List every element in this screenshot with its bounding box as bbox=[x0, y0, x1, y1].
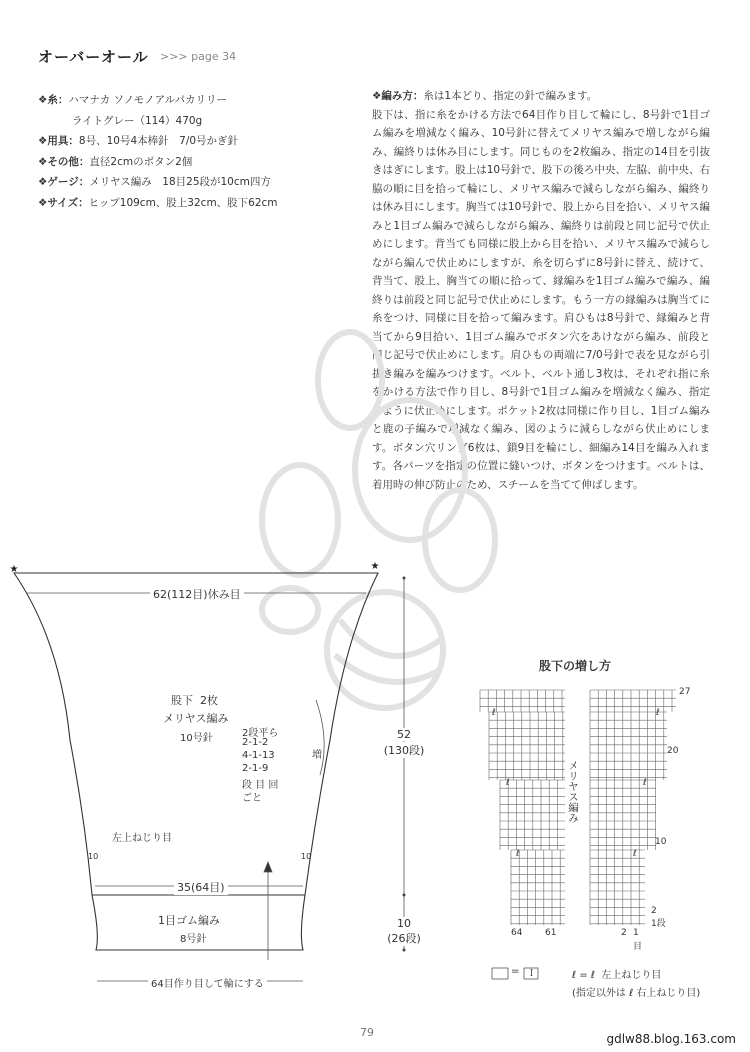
increase-bracket bbox=[316, 700, 324, 775]
height-upper: 52 bbox=[380, 728, 428, 741]
chart-col-2: 2 bbox=[621, 928, 627, 938]
twist-stitch-mark: ℓ bbox=[633, 849, 637, 859]
chart-col-unit: 目 bbox=[633, 942, 643, 952]
twist-stitch-mark: ℓ bbox=[643, 778, 647, 788]
increase-row-3: 4-1-13 bbox=[242, 750, 275, 761]
legend-twist: ℓ = ℓ 左上ねじり目 bbox=[572, 970, 662, 981]
mid-width-label: 35(64目) bbox=[174, 879, 228, 895]
legend-twist-equal: = bbox=[579, 970, 588, 981]
dim-dot bbox=[403, 894, 406, 897]
legend-left-twist: 左上ねじり目 bbox=[601, 970, 662, 981]
spec-text: ライトグレー（114）470g bbox=[72, 114, 203, 127]
piece-name bbox=[171, 692, 218, 708]
increase-mark: 増 bbox=[312, 750, 322, 761]
legend-note-text: (指定以外は bbox=[572, 988, 626, 999]
spec-text: ハマナカ ソノモノアルパカリリー bbox=[68, 94, 227, 106]
chart-row-2: 2 bbox=[651, 906, 657, 916]
increase-row-5: 段 目 回 bbox=[242, 780, 279, 791]
spec-label: ❖サイズ： bbox=[38, 196, 89, 209]
chart-row-10: 10 bbox=[655, 837, 667, 847]
chart-center-label: メリヤス編み bbox=[567, 760, 579, 823]
needle-bottom: 8号針 bbox=[180, 934, 207, 945]
twist-stitch-mark: ℓ bbox=[492, 708, 496, 718]
legend-note: (指定以外は ℓ 右上ねじり目) bbox=[572, 988, 701, 999]
chart-row-27: 27 bbox=[679, 687, 691, 697]
chart-title: 股下の増し方 bbox=[539, 659, 612, 673]
watermark-illustration bbox=[262, 332, 495, 708]
ribbing-label: 1目ゴム編み bbox=[158, 914, 220, 927]
spec-text: 8号、10号4本棒針 7/0号かぎ針 bbox=[78, 135, 239, 147]
spec-label: ❖糸： bbox=[38, 94, 69, 106]
twist-stitch-mark: ℓ bbox=[656, 708, 660, 718]
increase-row-1: 2段平ら bbox=[242, 728, 279, 739]
star-marker-left: ★ bbox=[9, 564, 19, 575]
needle-top: 10号針 bbox=[180, 733, 213, 744]
chart-col-1: 1 bbox=[633, 928, 639, 938]
direction-arrow bbox=[264, 862, 272, 872]
star-marker-right: ★ bbox=[370, 561, 380, 572]
legend-equal: = bbox=[511, 966, 520, 977]
increase-row-4: 2-1-9 bbox=[242, 763, 269, 774]
piece-stitch: メリヤス編み bbox=[163, 712, 229, 725]
right-stitch-number: 10 bbox=[301, 852, 312, 861]
dim-dot bbox=[403, 577, 406, 580]
spec-text: メリヤス編み 18目25段が10cm四方 bbox=[89, 176, 271, 188]
height-upper-rows: (130段) bbox=[380, 742, 428, 758]
increase-row-2: 2-1-2 bbox=[242, 737, 269, 748]
instructions-lead: 糸は1本どり、指定の針で編みます。 bbox=[423, 90, 598, 102]
piece-count: 2枚 bbox=[200, 694, 218, 707]
twist-stitch-mark: ℓ bbox=[516, 849, 520, 859]
height-lower: 10 bbox=[380, 917, 428, 930]
left-stitch-number: 10 bbox=[88, 852, 99, 861]
chart-col-61: 61 bbox=[545, 928, 557, 938]
page-reference: >>> page 34 bbox=[160, 50, 237, 63]
source-url: gdlw88.blog.163.com bbox=[606, 1032, 736, 1046]
dim-dot bbox=[403, 949, 406, 952]
chart-row-1: 1段 bbox=[651, 919, 666, 929]
increase-row-6: ごと bbox=[242, 793, 262, 804]
instructions-heading: ❖編み方： bbox=[372, 90, 424, 102]
instructions-body: 股下は、指に糸をかける方法で64目作り目して輪にし、8号針で1目ゴム編みを増減なく編み、10号針に替えてメリヤス編みで増しながら編み、編終りは休み目にします。同じものを2枚編み、指定の14目を引抜きはぎにします。股上は10号針で、股下の後ろ中央、左脇、前中央、右脇の順に目を拾って輪にし、メリヤス編みで減らしながら編み、編終りは休み目にします。胸当ては10号針で、股上から目を拾い、メリヤス編みと1目ゴム編みで減らしながら編み、編終りは前段と同じ記号で伏止めにします。背当ても同様に股上から目を拾い、メリヤス編みで減らしながら編んで伏止めにしますが、糸を切らずに8号針に替え、続けて、背当て、股上、胸当ての順に拾って、縁編みを1目ゴム編みで編み、編終りは前段と同じ記号で伏止めにします。もう一方の縁編みは胸当てに糸をつけ、同様に目を拾って編みます。肩ひもは8号針で、縁編みと背当てから9目拾い、1目ゴム編みでボタン穴をあけながら編み、前段と同じ記号で伏止めにします。肩ひもの両端に7/0号針で表を見ながら引抜き編みを編みつけます。ベルト、ベルト通し3枚は、それぞれ指に糸をかける方法で作り目し、8号針で1目ゴム編みを増減なく編み、指定のように伏止めにします。ポケット2枚は同様に作り目し、1目ゴム編みと鹿の子編みで増減なく編み、図のように減らしながら伏止めにします。ボタン穴リング6枚は、鎖9目を輪にし、細編み14目を編み入れます。各パーツを指定の位置に縫いつけ、ボタンをつけます。ベルトは、着用時の伸び防止のため、スチームを当てて伸ばします。 bbox=[372, 108, 710, 491]
twist-stitch-mark: ℓ bbox=[506, 778, 510, 788]
page-number: 79 bbox=[360, 1026, 374, 1039]
cast-on-label: 64目作り目して輪にする bbox=[148, 975, 267, 990]
twist-stitch-label: 左上ねじり目 bbox=[112, 833, 172, 844]
page-title: オーバーオール bbox=[38, 48, 149, 66]
legend-right-twist: 右上ねじり目) bbox=[636, 988, 701, 999]
top-width-label: 62(112目)休み目 bbox=[150, 586, 244, 602]
spec-text: ヒップ109cm、股上32cm、股下62cm bbox=[88, 196, 278, 209]
spec-text: 直径2cmのボタン2個 bbox=[89, 155, 193, 168]
legend-box-label: Ｉ bbox=[527, 969, 537, 979]
spec-label: ❖その他： bbox=[38, 155, 90, 168]
piece-name-text: 股下 bbox=[171, 694, 193, 707]
chart-row-20: 20 bbox=[667, 746, 679, 756]
legend-empty-box bbox=[492, 968, 508, 979]
height-lower-rows: (26段) bbox=[380, 930, 428, 946]
chart-col-64: 64 bbox=[511, 928, 523, 938]
spec-label: ❖ゲージ： bbox=[38, 176, 90, 188]
spec-label: ❖用具： bbox=[38, 135, 79, 147]
